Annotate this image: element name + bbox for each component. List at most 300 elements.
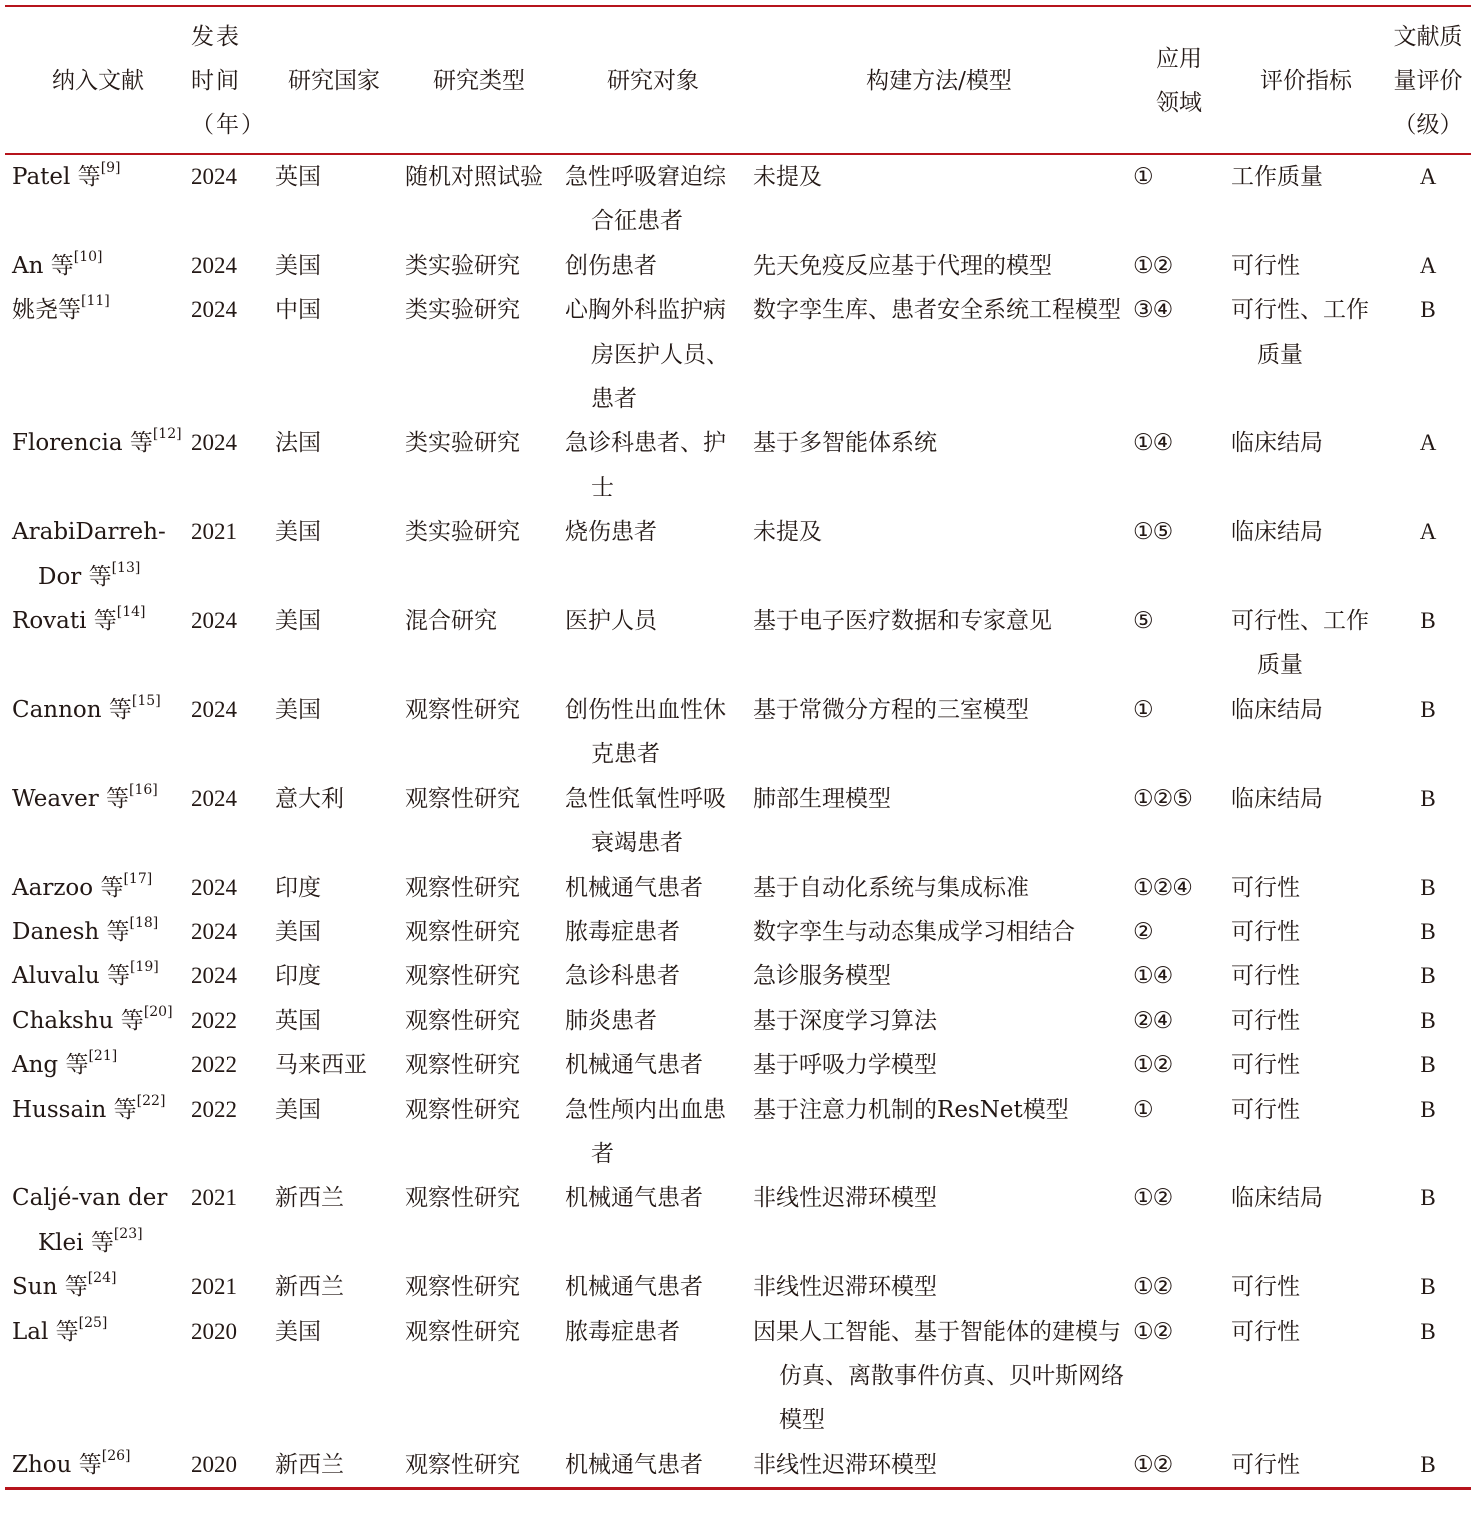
cell-quality — [1385, 154, 1471, 244]
table-row — [5, 954, 1471, 998]
cell-year — [191, 244, 269, 288]
cell-year-text: 2020 — [191, 1451, 237, 1477]
cell-year — [191, 288, 269, 421]
cell-metric — [1227, 1176, 1385, 1265]
cell-method — [747, 999, 1131, 1043]
cell-method-text: 因果人工智能、基于智能体的建模与仿真、离散事件仿真、贝叶斯网络模型 — [753, 1318, 1124, 1434]
cell-metric — [1227, 777, 1385, 866]
cell-year — [191, 1265, 269, 1309]
cell-field — [1131, 599, 1227, 688]
literature-table — [5, 5, 1471, 1490]
cell-method — [747, 1088, 1131, 1177]
cell-ref-text: Rovati 等[14] — [12, 604, 146, 635]
cell-object-text: 机械通气患者 — [565, 1274, 703, 1301]
cell-year-text: 2024 — [191, 430, 237, 456]
cell-metric-text: 工作质量 — [1231, 164, 1323, 190]
cell-country — [269, 1088, 399, 1177]
cell-quality-text: A — [1419, 252, 1437, 278]
cell-type — [399, 599, 559, 688]
cell-country-text: 印度 — [275, 874, 321, 901]
cell-metric-text: 临床结局 — [1231, 1185, 1323, 1212]
cell-ref — [5, 688, 191, 777]
cell-ref-text: Florencia 等[12] — [12, 426, 182, 457]
cell-quality-text: B — [1420, 1096, 1436, 1122]
cell-type — [399, 688, 559, 777]
cell-ref — [5, 777, 191, 866]
header-row — [5, 6, 1471, 154]
cell-year — [191, 999, 269, 1043]
cell-field-text: ①④ — [1133, 963, 1173, 990]
cell-field-text: ①② — [1133, 1318, 1173, 1345]
cell-year — [191, 688, 269, 777]
cell-field — [1131, 1443, 1227, 1489]
cell-metric-text: 可行性、工作质量 — [1231, 297, 1369, 368]
cell-object — [559, 954, 747, 998]
cell-method — [747, 1443, 1131, 1489]
cell-country — [269, 510, 399, 599]
cell-ref — [5, 999, 191, 1043]
citation-number: [16] — [129, 781, 158, 798]
cell-quality — [1385, 510, 1471, 599]
cell-ref — [5, 954, 191, 998]
citation-number: [26] — [101, 1447, 131, 1464]
citation-number: [20] — [143, 1003, 173, 1020]
citation-number: [23] — [113, 1225, 143, 1242]
cell-object — [559, 1265, 747, 1309]
cell-ref — [5, 1443, 191, 1489]
citation-number: [17] — [123, 870, 153, 887]
citation-number: [13] — [111, 559, 141, 576]
cell-ref — [5, 1176, 191, 1265]
cell-year — [191, 1043, 269, 1087]
cell-metric — [1227, 999, 1385, 1043]
cell-country — [269, 288, 399, 421]
cell-type-text: 观察性研究 — [405, 785, 520, 812]
cell-object-text: 机械通气患者 — [565, 1451, 703, 1478]
cell-object-text: 脓毒症患者 — [565, 1318, 680, 1345]
cell-country — [269, 421, 399, 510]
cell-quality — [1385, 866, 1471, 910]
cell-type-text: 类实验研究 — [405, 519, 520, 546]
cell-metric-text: 临床结局 — [1231, 696, 1323, 723]
cell-method — [747, 777, 1131, 866]
table-row — [5, 1310, 1471, 1443]
cell-quality-text: A — [1419, 164, 1437, 189]
cell-field-text: ①②⑤ — [1133, 785, 1192, 812]
cell-metric — [1227, 1043, 1385, 1087]
cell-method — [747, 1310, 1131, 1443]
cell-country — [269, 244, 399, 288]
cell-year-text: 2021 — [191, 1185, 237, 1211]
cell-ref-text: Chakshu 等[20] — [12, 1003, 173, 1034]
cell-field — [1131, 154, 1227, 244]
cell-quality — [1385, 1043, 1471, 1087]
cell-country — [269, 1310, 399, 1443]
cell-country — [269, 1043, 399, 1087]
cell-type — [399, 910, 559, 954]
cell-type-text: 观察性研究 — [405, 1451, 520, 1478]
cell-type — [399, 154, 559, 244]
cell-ref-text: Cannon 等[15] — [12, 692, 161, 723]
cell-field-text: ②④ — [1133, 1007, 1173, 1034]
cell-quality-text: A — [1419, 430, 1437, 456]
cell-object-text: 急性呼吸窘迫综合征患者 — [565, 164, 726, 235]
cell-quality-text: B — [1420, 1274, 1436, 1300]
cell-field — [1131, 1310, 1227, 1443]
cell-country — [269, 999, 399, 1043]
citation-number: [12] — [152, 426, 182, 443]
cell-ref — [5, 1265, 191, 1309]
cell-method-text: 非线性迟滞环模型 — [753, 1185, 937, 1212]
cell-country — [269, 777, 399, 866]
cell-field — [1131, 244, 1227, 288]
cell-method — [747, 599, 1131, 688]
cell-year-text: 2024 — [191, 874, 237, 900]
cell-country — [269, 1443, 399, 1489]
citation-number: [21] — [88, 1048, 118, 1065]
cell-country-text: 英国 — [275, 1007, 321, 1034]
cell-ref-text: Sun 等[24] — [12, 1270, 117, 1301]
cell-method — [747, 421, 1131, 510]
cell-object-text: 创伤患者 — [565, 252, 657, 279]
cell-metric-text: 可行性 — [1231, 1451, 1300, 1478]
cell-quality — [1385, 1176, 1471, 1265]
citation-number: [15] — [131, 692, 161, 709]
cell-metric — [1227, 910, 1385, 954]
cell-method — [747, 288, 1131, 421]
cell-quality-text: B — [1420, 1052, 1436, 1078]
cell-object — [559, 288, 747, 421]
cell-field-text: ①⑤ — [1133, 519, 1173, 546]
cell-method-text: 基于常微分方程的三室模型 — [753, 696, 1029, 723]
cell-country — [269, 866, 399, 910]
cell-ref — [5, 1310, 191, 1443]
cell-year — [191, 1443, 269, 1489]
cell-year — [191, 154, 269, 244]
cell-country-text: 美国 — [275, 608, 321, 635]
cell-object — [559, 866, 747, 910]
cell-ref-text: Lal 等[25] — [12, 1314, 108, 1345]
cell-ref-text: ArabiDarreh-Dor 等[13] — [12, 519, 166, 590]
cell-year-text: 2024 — [191, 252, 237, 278]
cell-method-text: 非线性迟滞环模型 — [753, 1274, 937, 1301]
cell-object — [559, 910, 747, 954]
cell-type — [399, 999, 559, 1043]
cell-ref-text: Hussain 等[22] — [12, 1092, 166, 1123]
cell-field — [1131, 1088, 1227, 1177]
cell-field — [1131, 688, 1227, 777]
cell-metric — [1227, 1088, 1385, 1177]
cell-method-text: 基于电子医疗数据和专家意见 — [753, 608, 1052, 635]
cell-object — [559, 1310, 747, 1443]
cell-year — [191, 1176, 269, 1265]
cell-year — [191, 1088, 269, 1177]
cell-field — [1131, 866, 1227, 910]
cell-method — [747, 688, 1131, 777]
cell-metric-text: 可行性 — [1231, 874, 1300, 901]
cell-year-text: 2024 — [191, 297, 237, 323]
cell-type — [399, 1088, 559, 1177]
cell-object-text: 机械通气患者 — [565, 1052, 703, 1079]
cell-method-text: 肺部生理模型 — [753, 785, 891, 812]
cell-method-text: 急诊服务模型 — [753, 963, 891, 990]
cell-quality-text: B — [1420, 297, 1436, 323]
cell-field-text: ①② — [1133, 1274, 1173, 1301]
table-row — [5, 688, 1471, 777]
cell-metric-text: 可行性 — [1231, 252, 1300, 279]
cell-quality-text: B — [1420, 874, 1436, 900]
cell-metric — [1227, 510, 1385, 599]
cell-year-text: 2024 — [191, 608, 237, 634]
cell-type-text: 观察性研究 — [405, 874, 520, 901]
cell-method — [747, 954, 1131, 998]
cell-field — [1131, 1176, 1227, 1265]
cell-object — [559, 1088, 747, 1177]
cell-object — [559, 688, 747, 777]
cell-year-text: 2020 — [191, 1318, 237, 1344]
cell-metric-text: 可行性 — [1231, 1318, 1300, 1345]
cell-object-text: 机械通气患者 — [565, 1185, 703, 1212]
cell-field — [1131, 1043, 1227, 1087]
cell-quality — [1385, 1088, 1471, 1177]
cell-year — [191, 510, 269, 599]
cell-type — [399, 1265, 559, 1309]
cell-quality-text: B — [1420, 1007, 1436, 1033]
cell-metric-text: 可行性 — [1231, 963, 1300, 990]
cell-quality — [1385, 421, 1471, 510]
cell-year-text: 2021 — [191, 1274, 237, 1300]
header-year-text: 发表时间（年） — [191, 24, 266, 138]
cell-metric-text: 临床结局 — [1231, 519, 1323, 546]
cell-field-text: ① — [1133, 164, 1153, 190]
cell-field-text: ①② — [1133, 1052, 1173, 1079]
cell-year — [191, 910, 269, 954]
cell-type — [399, 1043, 559, 1087]
cell-field-text: ② — [1133, 918, 1153, 945]
cell-method-text: 先天免疫反应基于代理的模型 — [753, 252, 1052, 279]
cell-metric — [1227, 866, 1385, 910]
cell-object — [559, 1443, 747, 1489]
cell-method — [747, 1265, 1131, 1309]
cell-object-text: 肺炎患者 — [565, 1007, 657, 1034]
cell-method-text: 基于呼吸力学模型 — [753, 1052, 937, 1079]
header-ref: 纳入文献 — [52, 68, 144, 94]
cell-ref-text: Aarzoo 等[17] — [12, 870, 153, 901]
cell-field — [1131, 777, 1227, 866]
cell-type — [399, 288, 559, 421]
cell-type — [399, 954, 559, 998]
cell-object-text: 急诊科患者、护士 — [565, 430, 726, 501]
cell-year-text: 2024 — [191, 696, 237, 722]
citation-number: [10] — [73, 248, 103, 265]
table-row — [5, 910, 1471, 954]
cell-type — [399, 510, 559, 599]
cell-ref-text: An 等[10] — [12, 248, 103, 279]
cell-ref — [5, 1043, 191, 1087]
cell-country — [269, 154, 399, 244]
cell-ref-text: Caljé-van der Klei 等[23] — [12, 1185, 168, 1256]
cell-method-text: 非线性迟滞环模型 — [753, 1451, 937, 1478]
cell-quality — [1385, 954, 1471, 998]
cell-metric-text: 临床结局 — [1231, 430, 1323, 457]
cell-method-text: 数字孪生与动态集成学习相结合 — [753, 918, 1075, 945]
table-row — [5, 1088, 1471, 1177]
table-row — [5, 288, 1471, 421]
cell-type — [399, 1310, 559, 1443]
cell-metric-text: 可行性 — [1231, 918, 1300, 945]
cell-ref — [5, 244, 191, 288]
cell-type — [399, 1443, 559, 1489]
cell-object-text: 急性低氧性呼吸衰竭患者 — [565, 785, 726, 857]
cell-object-text: 脓毒症患者 — [565, 918, 680, 945]
cell-year-text: 2021 — [191, 519, 237, 545]
citation-number: [11] — [81, 293, 110, 310]
cell-quality — [1385, 244, 1471, 288]
cell-type-text: 观察性研究 — [405, 1318, 520, 1345]
cell-country — [269, 910, 399, 954]
cell-country — [269, 688, 399, 777]
cell-quality-text: B — [1420, 1318, 1436, 1344]
cell-object — [559, 599, 747, 688]
cell-field — [1131, 421, 1227, 510]
cell-metric — [1227, 954, 1385, 998]
cell-method-text: 未提及 — [753, 519, 822, 546]
cell-type-text: 类实验研究 — [405, 297, 520, 324]
table-row — [5, 421, 1471, 510]
cell-country-text: 英国 — [275, 164, 321, 190]
citation-number: [19] — [129, 959, 159, 976]
cell-object — [559, 154, 747, 244]
citation-number: [24] — [87, 1270, 117, 1287]
cell-type-text: 混合研究 — [405, 608, 497, 635]
cell-country — [269, 599, 399, 688]
cell-year-text: 2024 — [191, 785, 237, 811]
cell-type-text: 观察性研究 — [405, 696, 520, 723]
cell-year — [191, 1310, 269, 1443]
cell-method-text: 数字孪生库、患者安全系统工程模型 — [753, 297, 1121, 324]
cell-year-text: 2022 — [191, 1096, 237, 1122]
cell-country-text: 印度 — [275, 963, 321, 990]
header-year — [191, 6, 269, 154]
cell-country-text: 意大利 — [275, 785, 344, 812]
cell-metric-text: 可行性 — [1231, 1052, 1300, 1079]
cell-year — [191, 777, 269, 866]
cell-field — [1131, 510, 1227, 599]
cell-object — [559, 421, 747, 510]
cell-country-text: 美国 — [275, 519, 321, 546]
cell-metric — [1227, 1265, 1385, 1309]
cell-quality — [1385, 910, 1471, 954]
cell-metric-text: 可行性、工作质量 — [1231, 608, 1369, 679]
cell-type — [399, 866, 559, 910]
cell-metric-text: 临床结局 — [1231, 785, 1323, 812]
header-quality — [1385, 6, 1471, 154]
citation-number: [25] — [78, 1314, 108, 1331]
table-row — [5, 866, 1471, 910]
cell-country-text: 中国 — [275, 297, 321, 324]
cell-year — [191, 954, 269, 998]
cell-field-text: ①④ — [1133, 430, 1173, 457]
table-row — [5, 599, 1471, 688]
cell-ref — [5, 599, 191, 688]
cell-quality — [1385, 288, 1471, 421]
cell-metric — [1227, 1443, 1385, 1489]
cell-metric-text: 可行性 — [1231, 1007, 1300, 1034]
cell-country-text: 美国 — [275, 252, 321, 279]
cell-object — [559, 1176, 747, 1265]
header-type: 研究类型 — [433, 68, 525, 94]
cell-ref — [5, 910, 191, 954]
cell-type-text: 观察性研究 — [405, 1274, 520, 1301]
cell-method-text: 基于深度学习算法 — [753, 1007, 937, 1034]
cell-quality — [1385, 1310, 1471, 1443]
cell-country-text: 美国 — [275, 1318, 321, 1345]
cell-object-text: 心胸外科监护病房医护人员、患者 — [565, 297, 729, 413]
table-row — [5, 999, 1471, 1043]
cell-type — [399, 1176, 559, 1265]
cell-field — [1131, 910, 1227, 954]
cell-ref-text: 姚尧等[11] — [12, 293, 110, 324]
cell-method-text: 基于自动化系统与集成标准 — [753, 874, 1029, 901]
cell-object — [559, 999, 747, 1043]
cell-country-text: 新西兰 — [275, 1451, 344, 1478]
cell-quality — [1385, 777, 1471, 866]
cell-field-text: ① — [1133, 696, 1153, 723]
cell-ref — [5, 288, 191, 421]
cell-method-text: 未提及 — [753, 164, 822, 190]
cell-type-text: 观察性研究 — [405, 918, 520, 945]
cell-year — [191, 599, 269, 688]
cell-field — [1131, 954, 1227, 998]
cell-ref — [5, 421, 191, 510]
cell-country-text: 新西兰 — [275, 1274, 344, 1301]
cell-ref — [5, 1088, 191, 1177]
cell-object — [559, 777, 747, 866]
cell-country-text: 美国 — [275, 696, 321, 723]
cell-type — [399, 777, 559, 866]
cell-method — [747, 1043, 1131, 1087]
cell-ref — [5, 510, 191, 599]
cell-method — [747, 510, 1131, 599]
cell-field-text: ⑤ — [1133, 608, 1153, 635]
cell-field-text: ①② — [1133, 1451, 1173, 1478]
header-quality-text: 文献质量评价（级） — [1393, 24, 1463, 138]
cell-type-text: 随机对照试验 — [405, 164, 543, 190]
cell-country-text: 美国 — [275, 918, 321, 945]
cell-ref — [5, 154, 191, 244]
cell-ref-text: Aluvalu 等[19] — [12, 959, 159, 990]
cell-quality-text: A — [1419, 519, 1437, 545]
cell-type-text: 观察性研究 — [405, 1185, 520, 1212]
cell-ref-text: Ang 等[21] — [12, 1048, 118, 1079]
cell-country-text: 新西兰 — [275, 1185, 344, 1212]
cell-type-text: 观察性研究 — [405, 1096, 520, 1123]
cell-ref-text: Patel 等[9] — [12, 160, 121, 190]
cell-type — [399, 244, 559, 288]
cell-object-text: 急诊科患者 — [565, 963, 680, 990]
cell-country — [269, 1176, 399, 1265]
cell-method — [747, 244, 1131, 288]
table-row — [5, 777, 1471, 866]
cell-field-text: ①② — [1133, 1185, 1173, 1212]
cell-quality-text: B — [1420, 608, 1436, 634]
cell-metric — [1227, 688, 1385, 777]
cell-year — [191, 866, 269, 910]
citation-number: [9] — [100, 160, 121, 176]
cell-field-text: ③④ — [1133, 297, 1173, 324]
cell-type-text: 观察性研究 — [405, 1007, 520, 1034]
cell-quality-text: B — [1420, 785, 1436, 811]
